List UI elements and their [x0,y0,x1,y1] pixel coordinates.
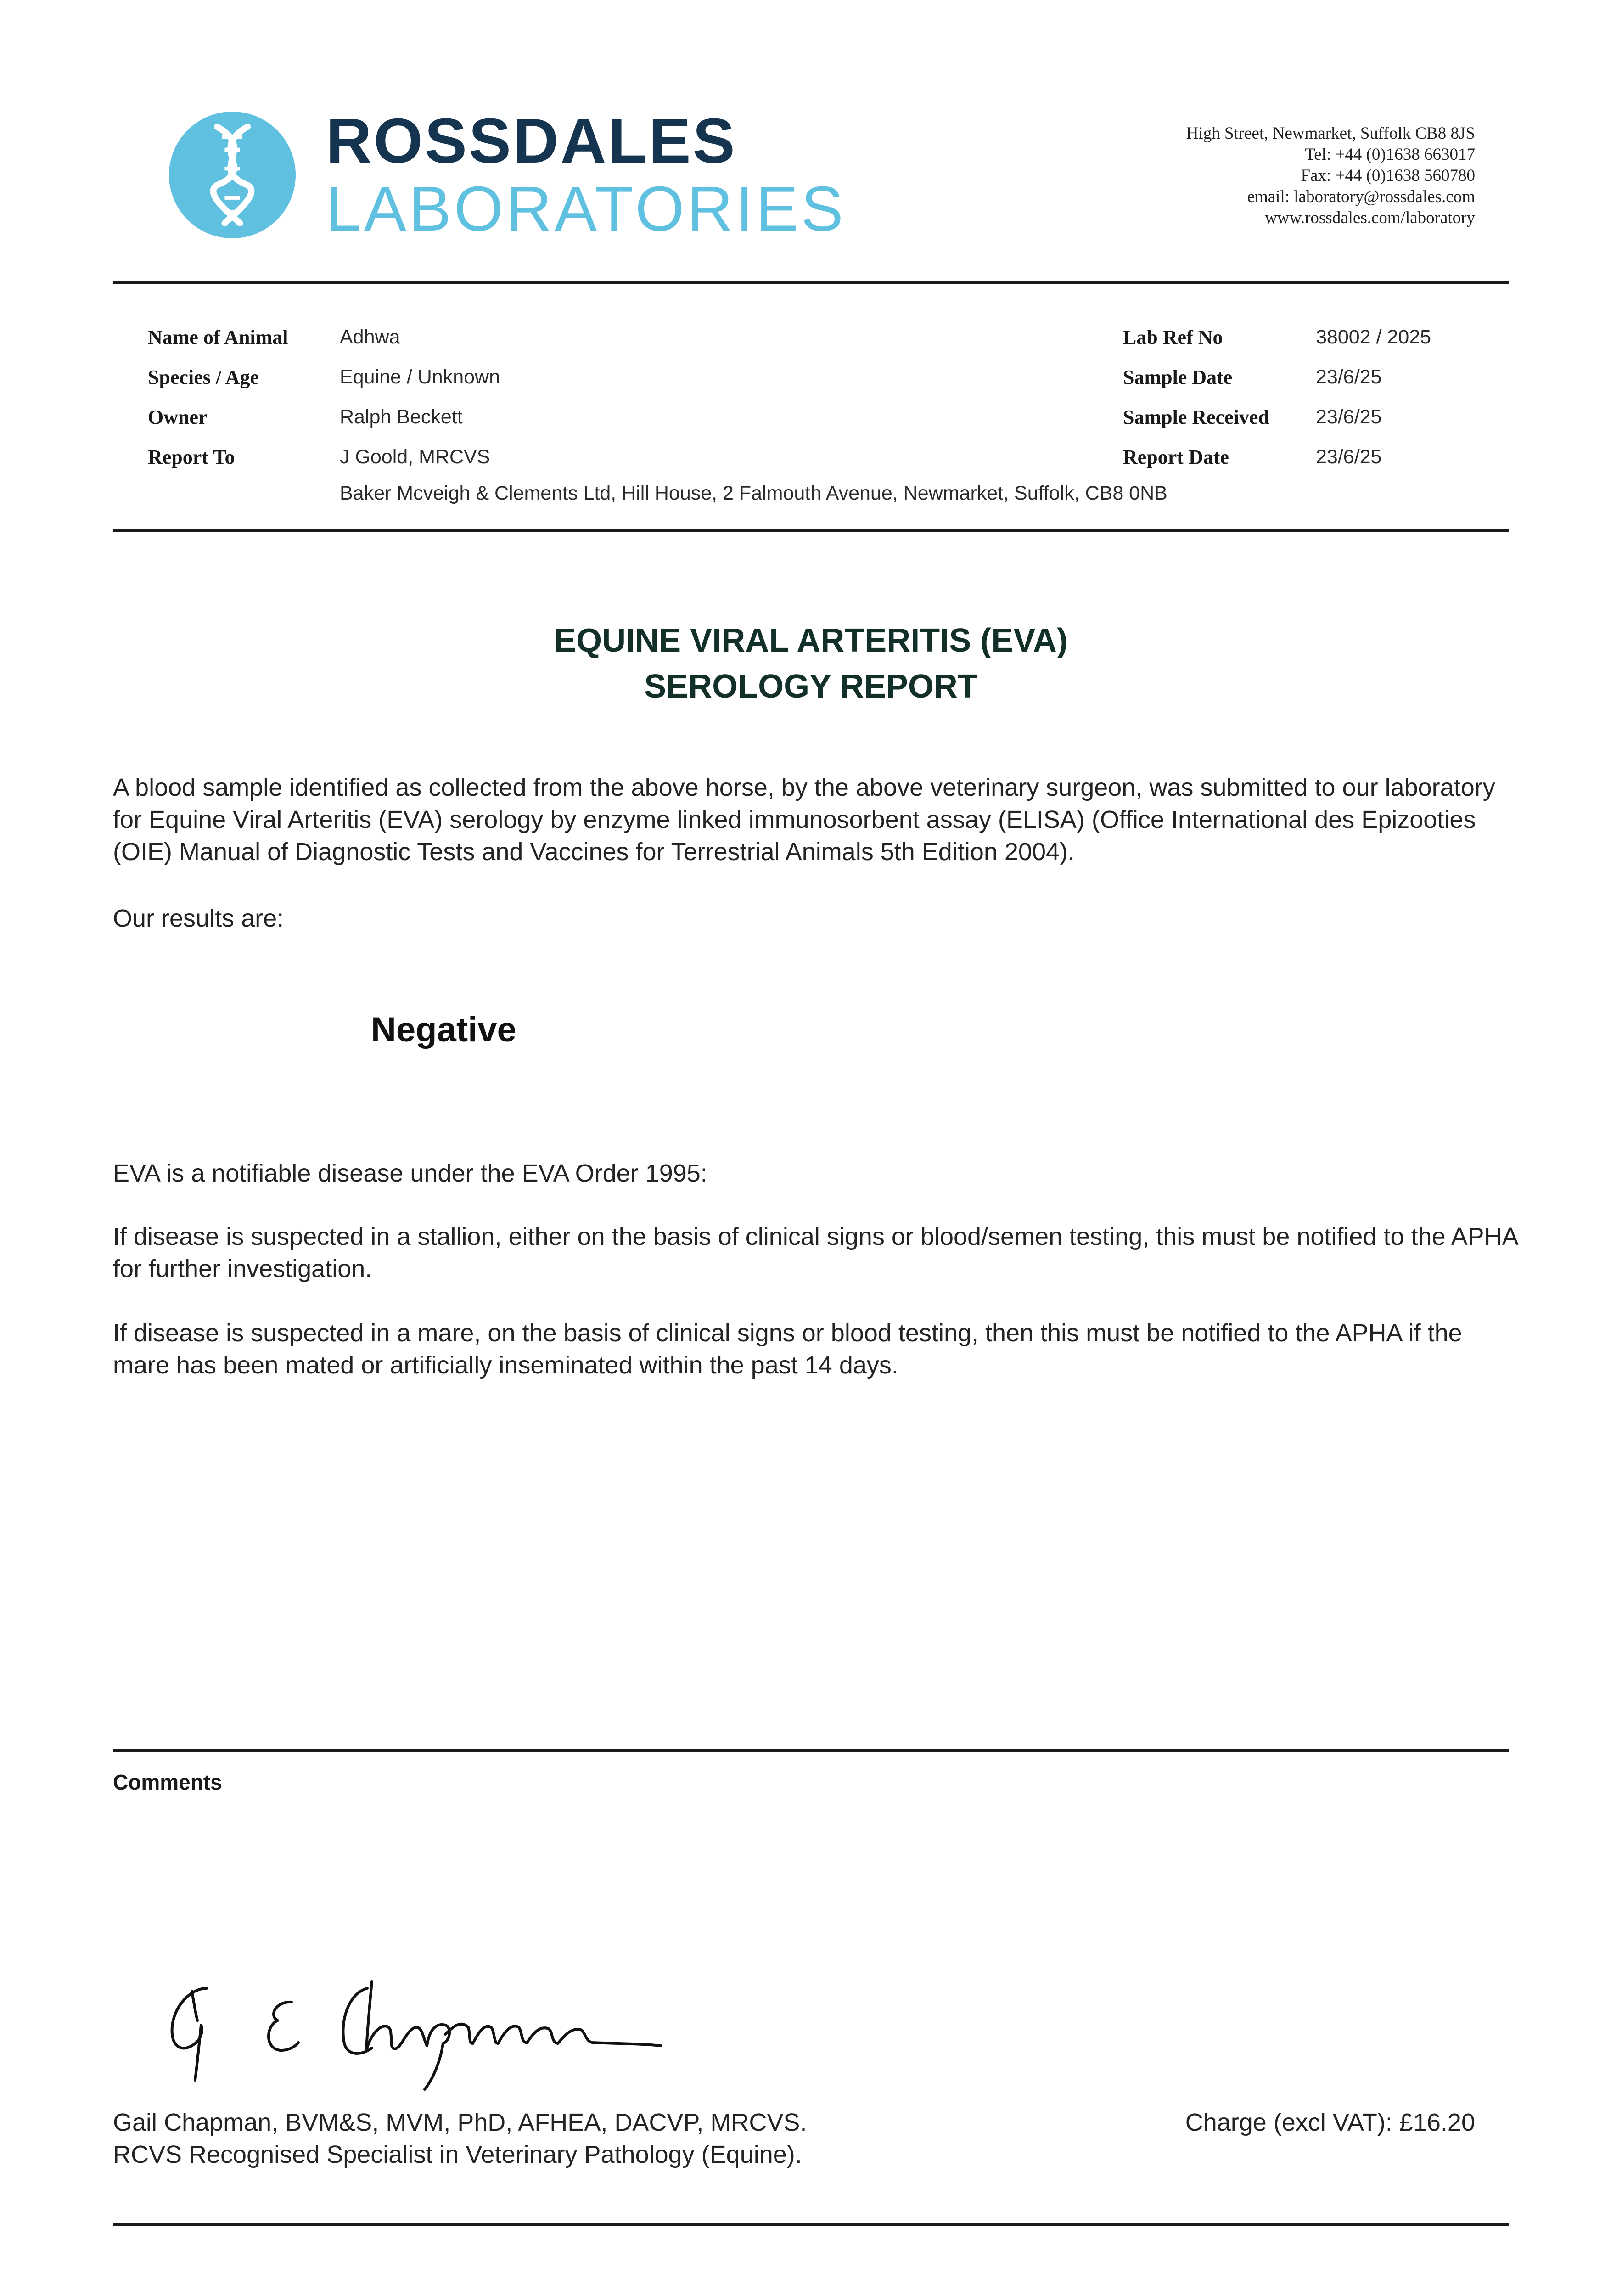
report-to-value: J Goold, MRCVS [340,446,490,468]
dna-logo-icon [169,112,296,238]
report-title [0,618,1622,709]
result-value: Negative [371,1010,516,1049]
handwritten-signature [152,1975,666,2094]
brand-subtitle: LABORATORIES [326,174,846,244]
address-fax: Fax: +44 (0)1638 560780 [1301,166,1475,185]
sample-date-label: Sample Date [1123,366,1233,388]
info-divider [113,529,1509,532]
footer-divider [113,2223,1509,2226]
lab-address-block [1186,123,1475,229]
report-title-line-2: SEROLOGY REPORT [644,668,978,705]
address-website: www.rossdales.com/laboratory [1265,208,1475,227]
owner-value: Ralph Beckett [340,406,463,428]
lab-ref-value: 38002 / 2025 [1316,326,1431,348]
address-street: High Street, Newmarket, Suffolk CB8 8JS [1186,124,1475,143]
report-title-line-1: EQUINE VIRAL ARTERITIS (EVA) [554,622,1068,659]
comments-divider [113,1749,1509,1752]
report-date-value: 23/6/25 [1316,446,1382,468]
brand-name: ROSSDALES [326,106,737,176]
sample-received-value: 23/6/25 [1316,406,1382,428]
signer-name: Gail Chapman, BVM&S, MVM, PhD, AFHEA, DACVP, MRCVS. [113,2109,807,2136]
species-age-value: Equine / Unknown [340,366,500,388]
species-age-label: Species / Age [148,366,259,388]
results-intro: Our results are: [113,905,284,932]
address-tel: Tel: +44 (0)1638 663017 [1305,145,1475,164]
notifiable-statement: EVA is a notifiable disease under the EVA Order 1995: [113,1159,707,1187]
sample-received-label: Sample Received [1123,406,1269,428]
report-date-label: Report Date [1123,446,1229,468]
intro-paragraph: A blood sample identified as collected from the above horse, by the above veterinary surgeon, was submitted to our laboratory for Equine Viral Arteritis (EVA) serology by enzyme linked immunosorbent assay (ELISA) (Office International des Epizooties (OIE) Manual of Diagnostic Tests and Vaccines for Terrestrial Animals 5th Edition 2004). [113,774,1495,866]
owner-label: Owner [148,406,208,428]
name-of-animal-label: Name of Animal [148,326,288,349]
sample-date-value: 23/6/25 [1316,366,1382,388]
report-to-address: Baker Mcveigh & Clements Ltd, Hill House, 2 Falmouth Avenue, Newmarket, Suffolk, CB8 0NB [340,482,1167,504]
header-divider [113,281,1509,284]
mare-paragraph: If disease is suspected in a mare, on the basis of clinical signs or blood testing, then this must be notified to the APHA if the mare has been mated or artificially inseminated within the past 14 days. [113,1319,1462,1379]
report-to-label: Report To [148,446,235,468]
stallion-paragraph: If disease is suspected in a stallion, either on the basis of clinical signs or blood/semen testing, this must be notified to the APHA for further investigation. [113,1223,1517,1283]
lab-ref-label: Lab Ref No [1123,326,1223,349]
comments-label: Comments [113,1770,222,1794]
signer-title: RCVS Recognised Specialist in Veterinary Pathology (Equine). [113,2141,802,2168]
name-of-animal-value: Adhwa [340,326,400,348]
address-email: email: laboratory@rossdales.com [1247,187,1475,206]
charge-amount: Charge (excl VAT): £16.20 [1185,2109,1475,2136]
